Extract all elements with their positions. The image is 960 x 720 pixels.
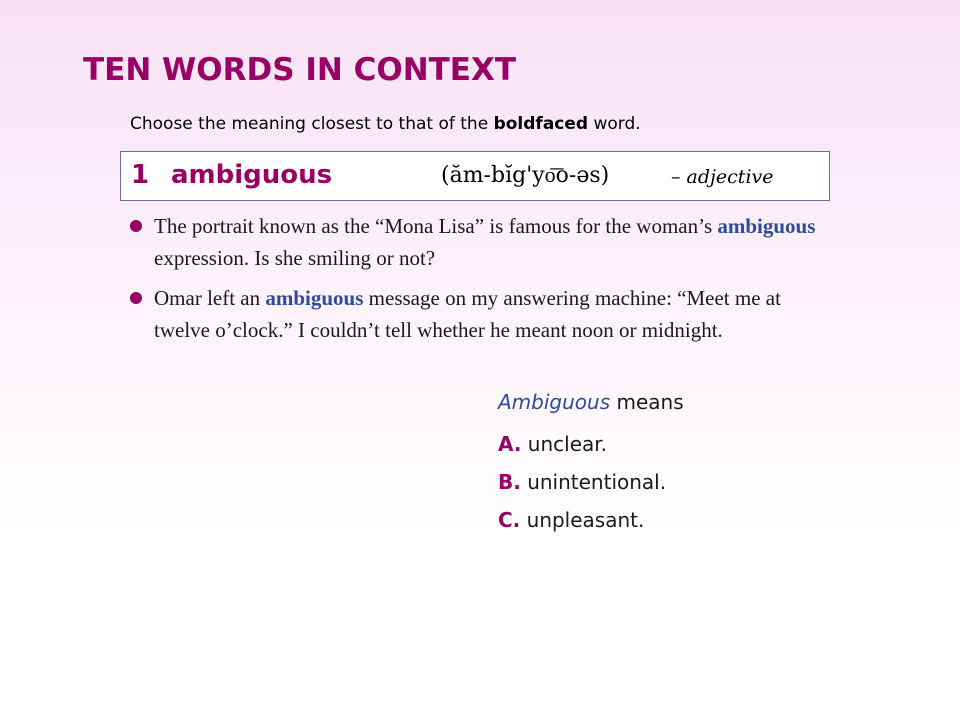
example-1-before: The portrait known as the “Mona Lisa” is famous for the woman’s bbox=[154, 214, 718, 238]
example-1-after: expression. Is she smiling or not? bbox=[154, 246, 436, 270]
bullet-icon bbox=[130, 292, 142, 304]
example-2-keyword: ambiguous bbox=[265, 286, 364, 310]
example-sentence-1 bbox=[130, 210, 830, 274]
example-2-after: message on my answering machine: “Meet me at twelve o’clock.” I couldn’t tell whether he meant noon or midnight. bbox=[154, 286, 781, 342]
option-c-text: unpleasant. bbox=[520, 508, 645, 532]
part-of-speech: – adjective bbox=[671, 166, 774, 188]
pronunciation: (ăm-bĭg'yo͞o-əs) bbox=[441, 163, 610, 188]
option-b[interactable] bbox=[498, 463, 666, 501]
bullet-icon bbox=[130, 220, 142, 232]
question-prompt bbox=[498, 390, 684, 414]
word-number: 1 bbox=[131, 160, 150, 190]
example-sentences bbox=[130, 210, 830, 354]
example-1-keyword: ambiguous bbox=[717, 214, 816, 238]
option-b-letter: B. bbox=[498, 470, 521, 494]
vocabulary-word: ambiguous bbox=[171, 160, 333, 190]
option-c-letter: C. bbox=[498, 508, 521, 532]
word-card bbox=[120, 151, 830, 201]
instruction-after: word. bbox=[588, 114, 641, 134]
page-title: TEN WORDS IN CONTEXT bbox=[83, 52, 517, 88]
instruction-before: Choose the meaning closest to that of the bbox=[130, 114, 494, 134]
instruction-bold: boldfaced bbox=[493, 114, 589, 134]
option-a-text: unclear. bbox=[521, 432, 608, 456]
option-b-text: unintentional. bbox=[520, 470, 667, 494]
option-a-letter: A. bbox=[498, 432, 522, 456]
example-sentence-2 bbox=[130, 282, 830, 346]
instruction-text bbox=[130, 114, 641, 134]
option-a[interactable] bbox=[498, 425, 666, 463]
example-2-before: Omar left an bbox=[154, 286, 266, 310]
question-word: Ambiguous bbox=[498, 390, 611, 414]
answer-options bbox=[498, 425, 666, 539]
question-rest: means bbox=[610, 390, 684, 414]
option-c[interactable] bbox=[498, 501, 666, 539]
